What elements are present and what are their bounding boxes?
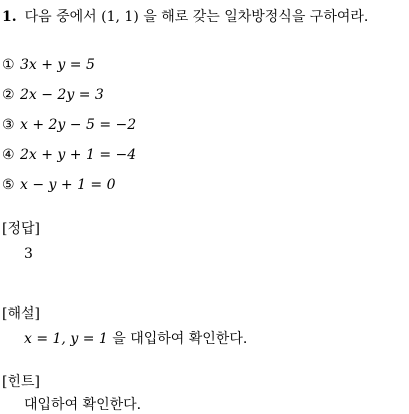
explanation-sentence: 을 대입하여 확인한다. (107, 331, 248, 347)
choice-mark: ① (2, 57, 15, 73)
choice-2 (2, 88, 104, 102)
explanation-math: x = 1, y = 1 (24, 331, 108, 347)
choice-mark: ② (2, 87, 15, 103)
hint-text: 대입하여 확인한다. (24, 397, 142, 413)
choice-mark: ⑤ (2, 177, 15, 193)
question-text: 다음 중에서 (1, 1) 을 해로 갖는 일차방정식을 구하여라. (24, 9, 369, 25)
choice-1 (2, 58, 95, 72)
choice-expression: 3x + y = 5 (20, 57, 95, 73)
choice-5 (2, 178, 116, 192)
question-number: 1. (2, 9, 17, 25)
answer-label: [정답] (2, 221, 40, 237)
choice-expression: x − y + 1 = 0 (20, 177, 116, 193)
explanation-label: [해설] (2, 306, 40, 322)
choice-3 (2, 118, 136, 132)
hint-label: [힌트] (2, 374, 40, 390)
choice-4 (2, 148, 136, 162)
choice-mark: ③ (2, 117, 15, 133)
choice-expression: x + 2y − 5 = −2 (20, 117, 137, 133)
choice-expression: 2x − 2y = 3 (20, 87, 104, 103)
question-title (2, 10, 368, 24)
answer-value: 3 (24, 246, 33, 262)
choice-mark: ④ (2, 147, 15, 163)
explanation-text (24, 332, 247, 346)
choice-expression: 2x + y + 1 = −4 (20, 147, 137, 163)
